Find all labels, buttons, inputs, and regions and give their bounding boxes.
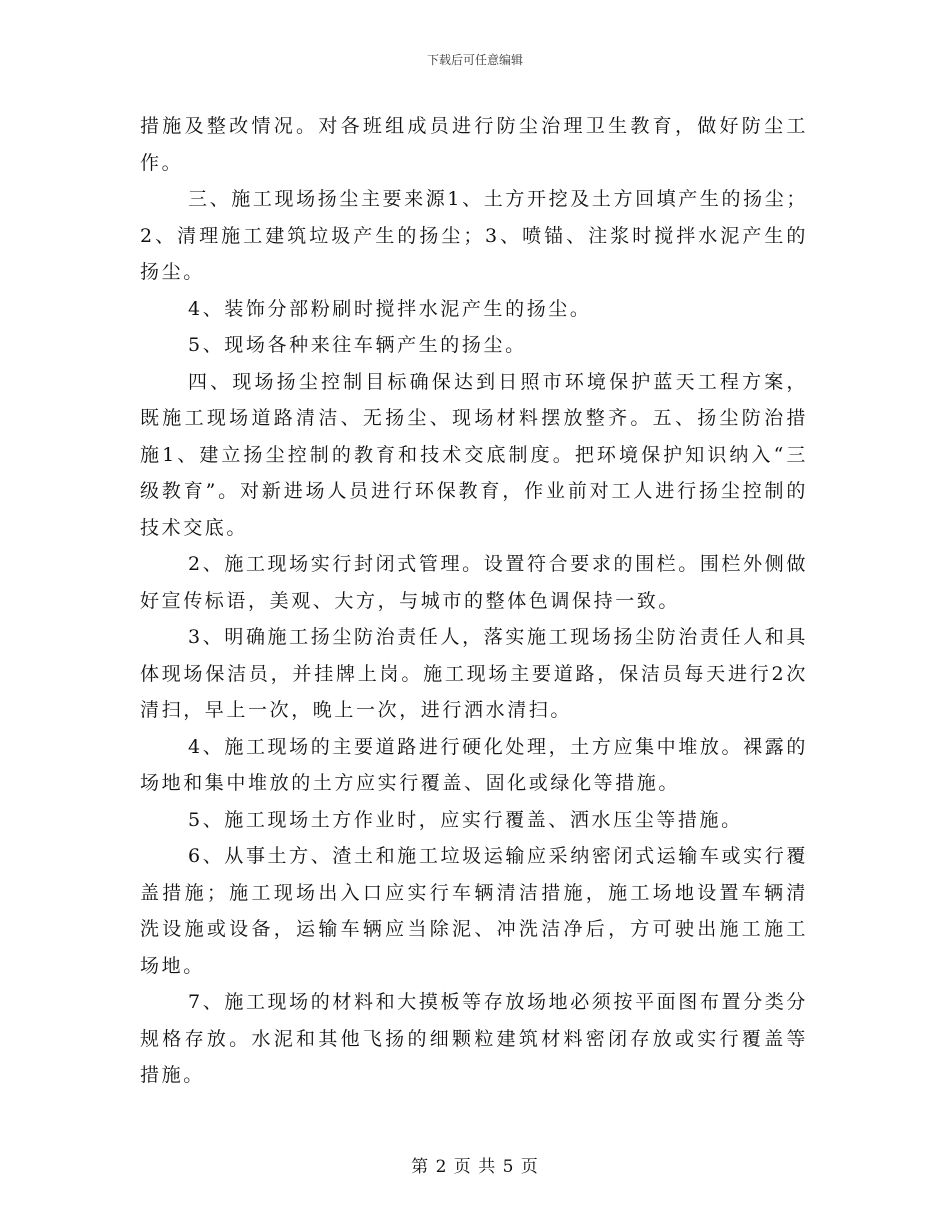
paragraph-11: 7、施工现场的材料和大摸板等存放场地必须按平面图布置分类分规格存放。水泥和其他飞扬的细颗粒建筑材料密闭存放或实行覆盖等措施。 [140,991,808,1086]
paragraph-10: 6、从事土方、渣土和施工垃圾运输应采纳密闭式运输车或实行覆盖措施；施工现场出入口应实行车辆清洁措施，施工场地设置车辆清洗设施或设备，运输车辆应当除泥、冲洗洁净后，方可驶出施工施工场地。 [140,845,808,977]
paragraph-1: 措施及整改情况。对各班组成员进行防尘治理卫生教育，做好防尘工作。 [140,115,808,174]
paragraph-6: 2、施工现场实行封闭式管理。设置符合要求的围栏。围栏外侧做好宣传标语，美观、大方，与城市的整体色调保持一致。 [140,553,808,612]
paragraph-4: 5、现场各种来往车辆产生的扬尘。 [188,334,527,356]
paragraph-3: 4、装饰分部粉刷时搅拌水泥产生的扬尘。 [188,297,592,320]
page-header-note: 下载后可任意编辑 [426,53,523,67]
paragraph-9: 5、施工现场土方作业时，应实行覆盖、洒水压尘等措施。 [188,808,743,831]
document-body [140,108,808,1094]
page-number: 第 2 页 共 5 页 [411,1157,539,1177]
paragraph-7: 3、明确施工扬尘防治责任人，落实施工现场扬尘防治责任人和具体现场保洁员，并挂牌上岗。施工现场主要道路，保洁员每天进行2次清扫，早上一次，晚上一次，进行洒水清扫。 [140,626,808,721]
paragraph-8: 4、施工现场的主要道路进行硬化处理，土方应集中堆放。裸露的场地和集中堆放的土方应实行覆盖、固化或绿化等措施。 [140,735,808,794]
paragraph-5: 四、现场扬尘控制目标确保达到日照市环境保护蓝天工程方案，既施工现场道路清洁、无扬尘、现场材料摆放整齐。五、扬尘防治措施1、建立扬尘控制的教育和技术交底制度。把环境保护知识纳入“三级教育”。对新进场人员进行环保教育，作业前对工人进行扬尘控制的技术交底。 [140,370,808,539]
paragraph-2: 三、施工现场扬尘主要来源1、土方开挖及土方回填产生的扬尘；2、清理施工建筑垃圾产生的扬尘；3、喷锚、注浆时搅拌水泥产生的扬尘。 [140,188,808,283]
